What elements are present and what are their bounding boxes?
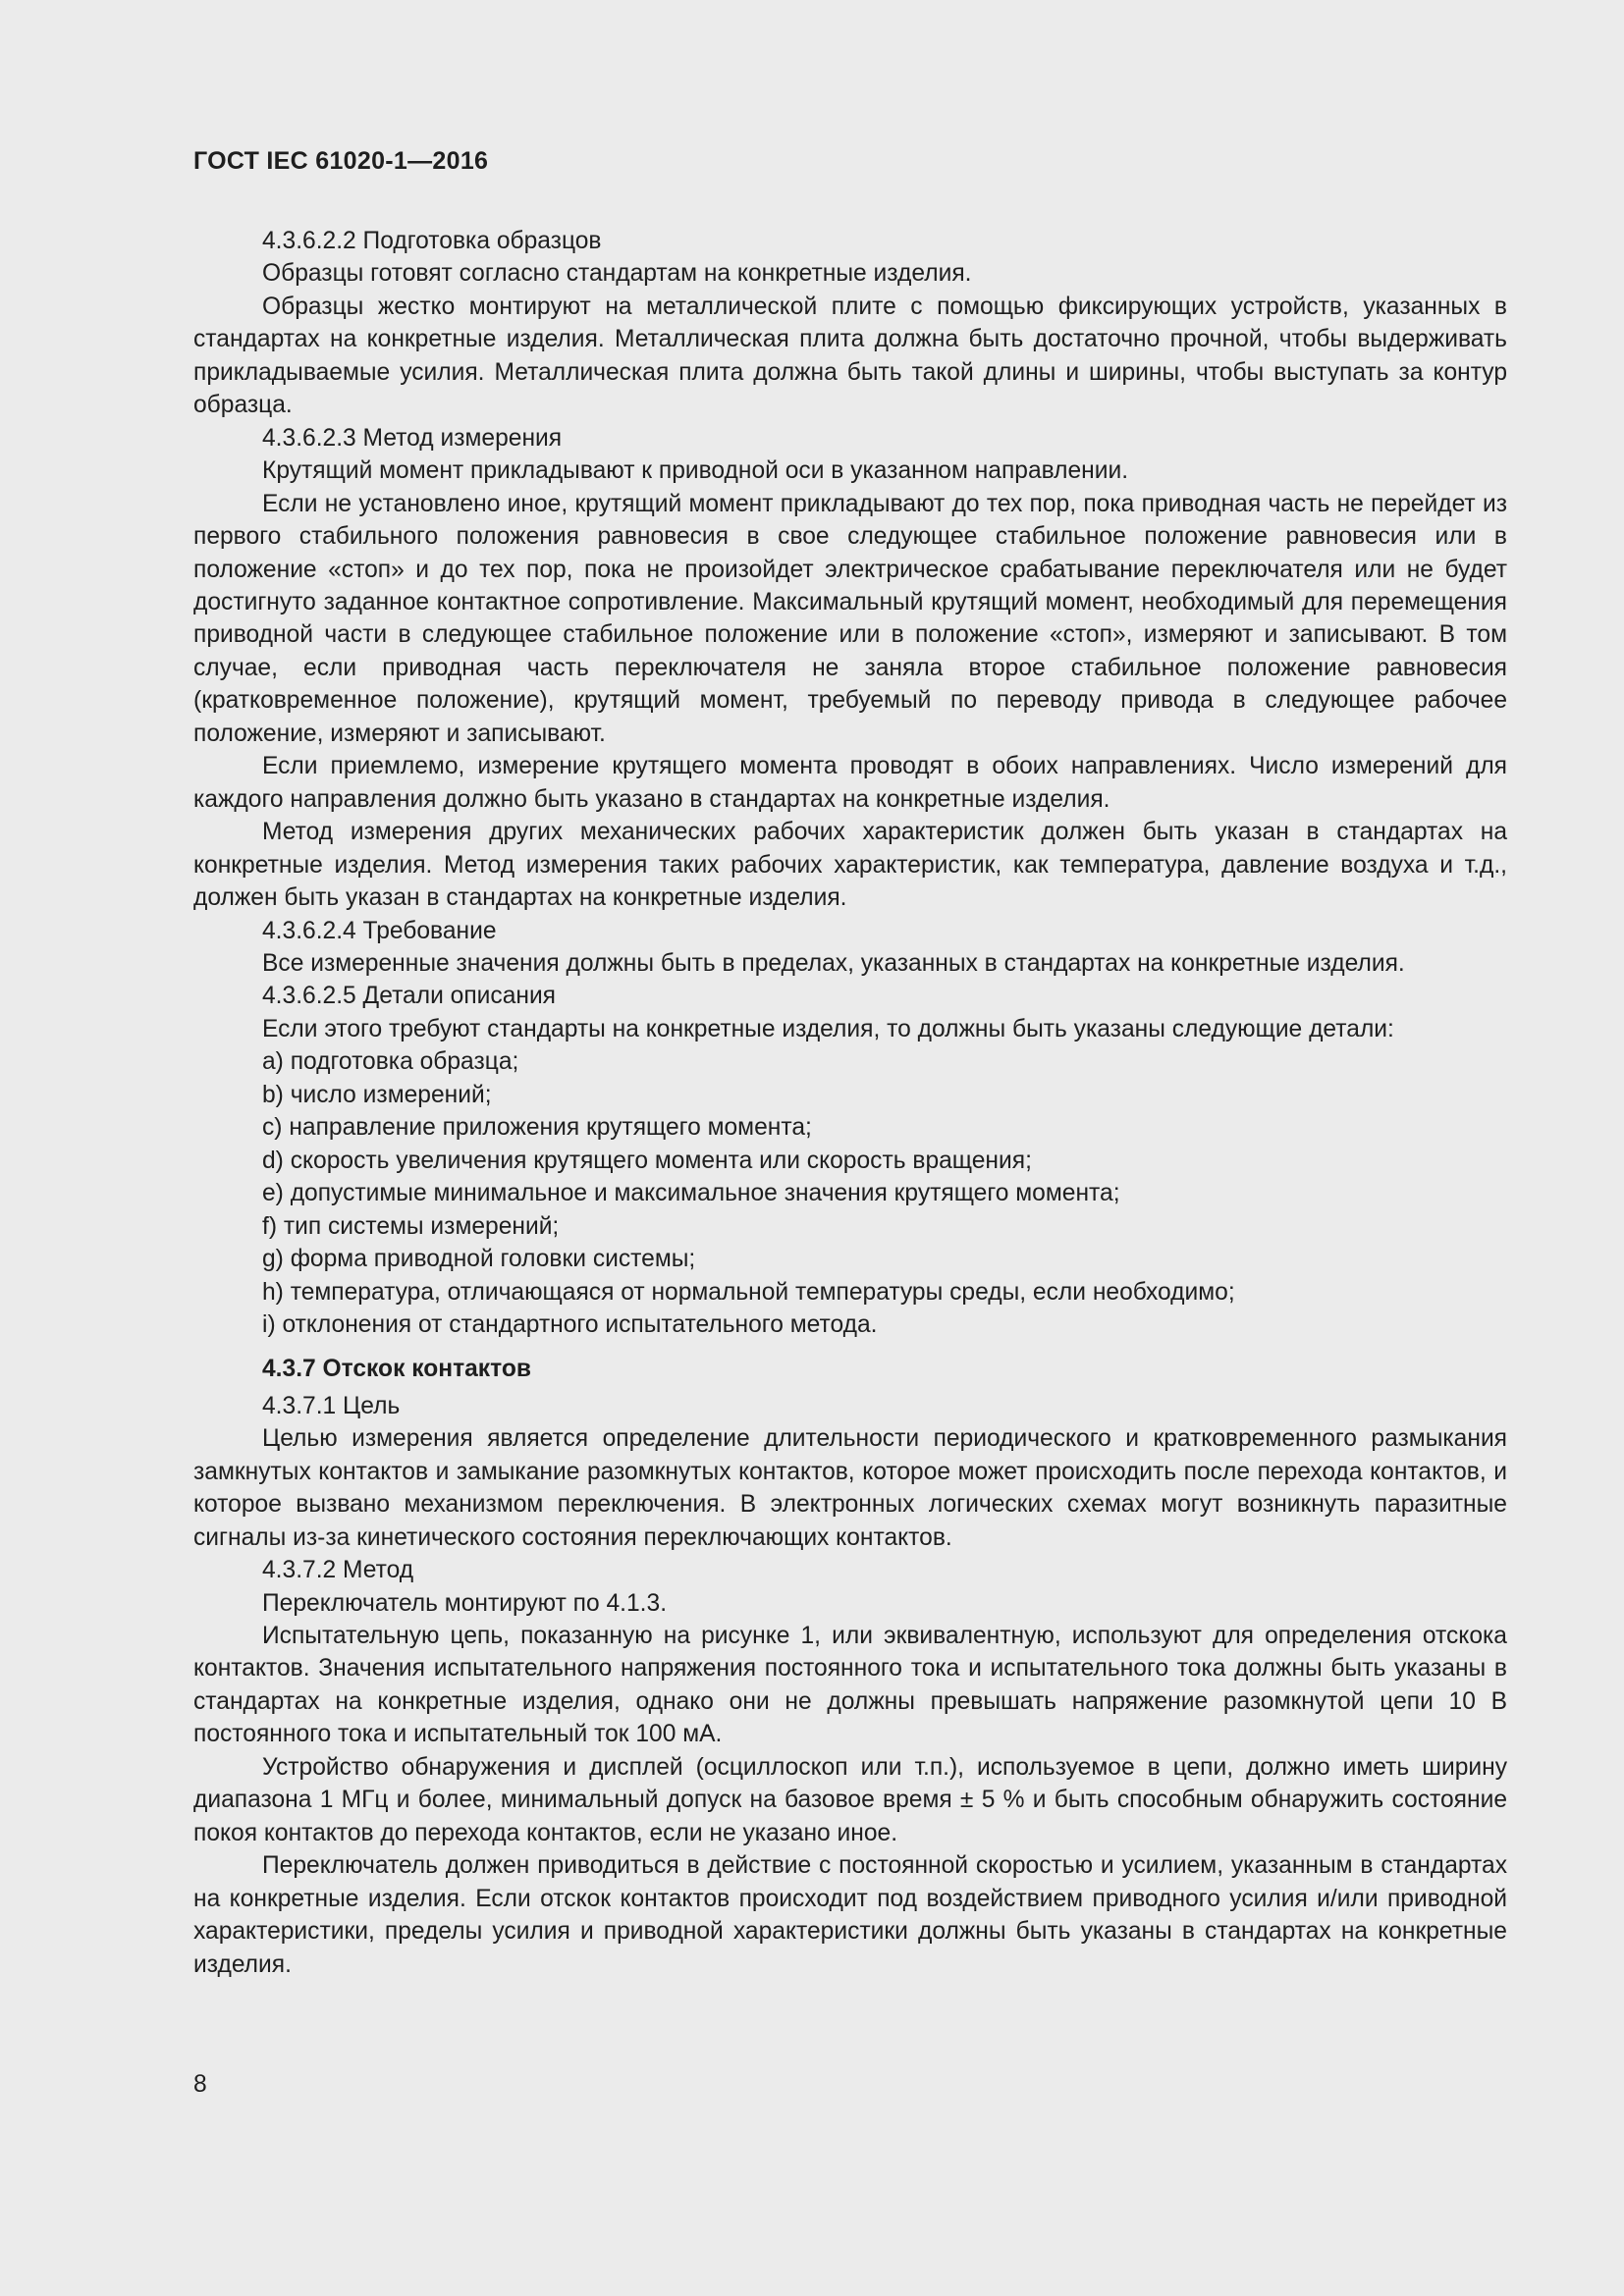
section-heading: 4.3.7 Отскок контактов [262, 1356, 531, 1383]
page-number: 8 [193, 2071, 207, 2098]
body-paragraph: Все измеренные значения должны быть в пределах, указанных в стандартах на конкретные изделия. [262, 949, 1405, 977]
subsection-heading: 4.3.6.2.3 Метод измерения [262, 424, 563, 452]
list-item: g) форма приводной головки системы; [262, 1246, 696, 1273]
subsection-heading: 4.3.6.2.4 Требование [262, 917, 497, 944]
list-item: h) температура, отличающаяся от нормальной температуры среды, если необходимо; [262, 1278, 1235, 1306]
subsection-heading: 4.3.7.2 Метод [262, 1557, 414, 1584]
body-paragraph: Если не установлено иное, крутящий момент прикладывают до тех пор, пока приводная часть не перейдет из первого стабильного положения равновесия в свое следующее стабильное положение равновесия или в положение «стоп» и до тех пор, пока не произойдет электрическое срабатывание переключателя или не будет достигнуто заданное контактное сопротивление. Максимальный крутящий момент, необходимый для перемещения приводной части в следующее стабильное положение или в положение «стоп», измеряют и записывают. В том случае, если приводная часть переключателя не заняла второе стабильное положение равновесия (кратковременное положение), крутящий момент, требуемый по переводу привода в следующее рабочее положение, измеряют и записывают. [193, 490, 1507, 747]
body-paragraph: Метод измерения других механических рабочих характеристик должен быть указан в стандартах на конкретные изделия. Метод измерения таких рабочих характеристик, как температура, давление воздуха и т.д., должен быть указан в стандартах на конкретные изделия. [193, 819, 1507, 912]
body-paragraph: Образцы готовят согласно стандартам на конкретные изделия. [262, 260, 972, 288]
body-paragraph: Если приемлемо, измерение крутящего момента проводят в обоих направлениях. Число измерений для каждого направления должно быть указано в стандартах на конкретные изделия. [193, 753, 1507, 813]
body-paragraph: Испытательную цепь, показанную на рисунке 1, или эквивалентную, используют для определения отскока контактов. Значения испытательного напряжения постоянного тока и испытательного тока должны быть указаны в стандартах на конкретные изделия, однако они не должны превышать напряжение разомкнутой цепи 10 В постоянного тока и испытательный ток 100 мА. [193, 1623, 1507, 1748]
list-item: a) подготовка образца; [262, 1048, 519, 1076]
list-item: d) скорость увеличения крутящего момента или скорость вращения; [262, 1147, 1032, 1174]
list-item: e) допустимые минимальное и максимальное значения крутящего момента; [262, 1180, 1120, 1207]
body-paragraph: Если этого требуют стандарты на конкретные изделия, то должны быть указаны следующие детали: [262, 1015, 1394, 1042]
list-item: f) тип системы измерений; [262, 1212, 560, 1240]
list-item: b) число измерений; [262, 1081, 492, 1108]
body-paragraph: Целью измерения является определение длительности периодического и кратковременного размыкания замкнутых контактов и замыкание разомкнутых контактов, которое может происходить после перехода контактов, и которое вызвано механизмом переключения. В электронных логических схемах могут возникнуть паразитные сигналы из-за кинетического состояния переключающих контактов. [193, 1425, 1507, 1551]
body-paragraph: Переключатель монтируют по 4.1.3. [262, 1589, 668, 1617]
subsection-heading: 4.3.6.2.5 Детали описания [262, 983, 557, 1010]
list-item: c) направление приложения крутящего момента; [262, 1114, 812, 1142]
subsection-heading: 4.3.7.1 Цель [262, 1392, 401, 1419]
subsection-heading: 4.3.6.2.2 Подготовка образцов [262, 228, 602, 254]
body-paragraph: Переключатель должен приводиться в действие с постоянной скоростью и усилием, указанным в стандартах на конкретные изделия. Если отскок контактов происходит под воздействием приводного усилия и/или приводной характеристики, пределы усилия и приводной характеристики должны быть указаны в стандартах на конкретные изделия. [193, 1852, 1507, 1978]
document-header: ГОСТ IEC 61020-1—2016 [193, 147, 489, 175]
list-item: i) отклонения от стандартного испытательного метода. [262, 1310, 878, 1338]
body-paragraph: Образцы жестко монтируют на металлической плите с помощью фиксирующих устройств, указанных в стандартах на конкретные изделия. Металлическая плита должна быть достаточно прочной, чтобы выдерживать прикладываемые усилия. Металлическая плита должна быть такой длины и ширины, чтобы выступать за контур образца. [193, 293, 1507, 419]
body-paragraph: Крутящий момент прикладывают к приводной оси в указанном направлении. [262, 457, 1129, 485]
document-body [193, 225, 1507, 1981]
body-paragraph: Устройство обнаружения и дисплей (осциллоскоп или т.п.), используемое в цепи, должно иметь ширину диапазона 1 МГц и более, минимальный допуск на базовое время ± 5 % и быть способным обнаружить состояние покоя контактов до перехода контактов, если не указано иное. [193, 1753, 1507, 1846]
